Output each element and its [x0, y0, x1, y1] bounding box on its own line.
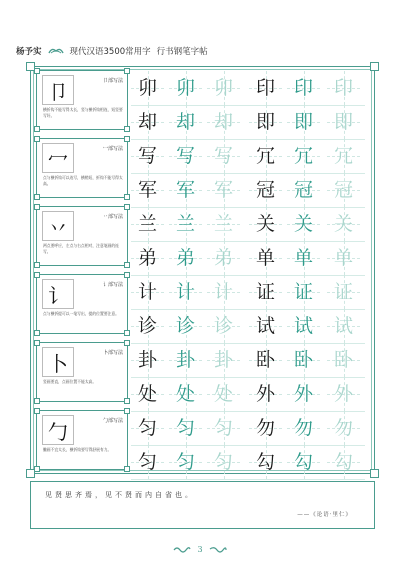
practice-row: [131, 105, 365, 139]
radical-description: 点与横折提可以一笔写出，提的位置要注意。: [43, 311, 119, 316]
practice-cell-right: [327, 207, 360, 241]
card-corner: [124, 136, 130, 142]
card-corner: [34, 194, 40, 200]
practice-character: 匀: [137, 450, 157, 473]
radical-description: 横折钩不能写得太长，竖与横折钩相连，短竖要写好。: [43, 107, 123, 118]
card-corner: [124, 204, 130, 210]
practice-character: 关: [293, 212, 313, 235]
practice-cell-right: [249, 105, 282, 139]
practice-cell-left: [131, 139, 164, 173]
radical-card: [36, 274, 128, 334]
quote-source: ——《论语·里仁》: [297, 512, 352, 518]
page-footer: [0, 542, 400, 556]
page-number: 3: [197, 544, 203, 554]
practice-cell-right: [249, 71, 282, 105]
practice-cell-right: [287, 241, 320, 275]
practice-cell-right: [327, 173, 360, 207]
practice-character: 印: [255, 76, 275, 99]
practice-character: 处: [175, 382, 195, 405]
card-corner: [124, 408, 130, 414]
practice-cell-left: [131, 445, 164, 479]
practice-character: 冗: [255, 144, 275, 167]
practice-row: [131, 139, 365, 173]
practice-cell-right: [249, 207, 282, 241]
book-subtitle: 行书钢笔字帖: [156, 47, 208, 57]
practice-character: 处: [137, 382, 157, 405]
practice-character: 勾: [293, 450, 313, 473]
practice-character: 处: [213, 382, 233, 405]
practice-character: 诊: [137, 314, 157, 337]
practice-cell-left: [131, 241, 164, 275]
practice-character: 印: [333, 76, 353, 99]
practice-row: [131, 241, 365, 275]
practice-cell-left: [207, 309, 240, 343]
practice-cell-right: [287, 445, 320, 479]
practice-character: 试: [293, 314, 313, 337]
practice-character: 匀: [175, 416, 195, 439]
card-corner: [34, 136, 40, 142]
frame-corner-bottom-right: [370, 469, 379, 478]
practice-cell-left: [207, 139, 240, 173]
quote-box: [30, 481, 375, 529]
practice-cell-right: [287, 275, 320, 309]
practice-character: 军: [175, 178, 195, 201]
practice-cell-right: [249, 309, 282, 343]
radical-card: [36, 410, 128, 470]
row-divider: [131, 479, 365, 480]
practice-cell-right: [327, 139, 360, 173]
leaf-ornament-icon: [48, 47, 64, 55]
practice-character: 勿: [333, 416, 353, 439]
practice-cell-right: [287, 411, 320, 445]
practice-character: 匀: [137, 416, 157, 439]
practice-character: 匀: [175, 450, 195, 473]
practice-row: [131, 173, 365, 207]
card-corner: [34, 340, 40, 346]
practice-character: 冗: [333, 144, 353, 167]
card-corner: [124, 330, 130, 336]
practice-character: 冗: [293, 144, 313, 167]
practice-character: 试: [333, 314, 353, 337]
practice-character: 证: [293, 280, 313, 303]
practice-character: 关: [255, 212, 275, 235]
practice-character: 写: [137, 144, 157, 167]
practice-cell-left: [207, 343, 240, 377]
practice-cell-right: [249, 241, 282, 275]
practice-row: [131, 309, 365, 343]
practice-cell-right: [287, 377, 320, 411]
practice-cell-right: [287, 71, 320, 105]
practice-character: 单: [333, 246, 353, 269]
card-corner: [124, 398, 130, 404]
card-corner: [34, 68, 40, 74]
practice-cell-left: [207, 377, 240, 411]
card-corner: [124, 466, 130, 472]
practice-row: [131, 343, 365, 377]
practice-cell-right: [327, 71, 360, 105]
card-corner: [34, 466, 40, 472]
practice-character: 卯: [137, 76, 157, 99]
radical-description: 点与横折钩可以连写，横稍短，折钩不能写得太高。: [43, 175, 123, 186]
practice-cell-left: [169, 139, 202, 173]
practice-character: 却: [175, 110, 195, 133]
practice-character: 印: [293, 76, 313, 99]
practice-cell-left: [207, 207, 240, 241]
practice-cell-right: [249, 173, 282, 207]
practice-cell-left: [169, 377, 202, 411]
practice-character: 写: [175, 144, 195, 167]
practice-character: 即: [293, 110, 313, 133]
practice-cell-right: [327, 411, 360, 445]
practice-cell-left: [169, 445, 202, 479]
card-corner: [34, 272, 40, 278]
practice-cell-right: [287, 309, 320, 343]
practice-character: 外: [255, 382, 275, 405]
practice-character: 计: [137, 280, 157, 303]
practice-cell-left: [131, 309, 164, 343]
practice-character: 却: [137, 110, 157, 133]
practice-character: 勿: [255, 416, 275, 439]
practice-cell-left: [169, 173, 202, 207]
practice-character: 外: [333, 382, 353, 405]
practice-cell-left: [169, 105, 202, 139]
practice-character: 冠: [255, 178, 275, 201]
practice-cell-left: [169, 241, 202, 275]
practice-cell-left: [207, 105, 240, 139]
practice-character: 单: [293, 246, 313, 269]
practice-row: [131, 71, 365, 105]
radical-description: 两点要呼应，左点与右点相对，注意笔画的连写。: [43, 243, 119, 254]
practice-character: 冠: [333, 178, 353, 201]
practice-cell-left: [131, 411, 164, 445]
practice-cell-right: [249, 275, 282, 309]
radical-glyph: 勹: [42, 415, 74, 445]
wave-ornament-icon: [209, 545, 227, 553]
practice-cell-left: [131, 343, 164, 377]
practice-character: 外: [293, 382, 313, 405]
practice-cell-left: [169, 275, 202, 309]
card-corner: [34, 126, 40, 132]
practice-cell-right: [287, 105, 320, 139]
practice-character: 勾: [333, 450, 353, 473]
practice-cell-left: [207, 241, 240, 275]
practice-cell-right: [249, 377, 282, 411]
practice-character: 卧: [333, 348, 353, 371]
practice-character: 弟: [175, 246, 195, 269]
card-corner: [34, 408, 40, 414]
radical-glyph: 卩: [42, 75, 74, 105]
practice-cell-right: [327, 105, 360, 139]
card-corner: [124, 68, 130, 74]
practice-row: [131, 411, 365, 445]
practice-character: 弟: [213, 246, 233, 269]
practice-character: 即: [333, 110, 353, 133]
radical-title: 勹部写法: [102, 418, 123, 424]
practice-cell-right: [327, 309, 360, 343]
radical-card: [36, 206, 128, 266]
practice-cell-left: [207, 445, 240, 479]
card-corner: [124, 262, 130, 268]
practice-row: [131, 445, 365, 479]
radical-glyph: 冖: [42, 143, 74, 173]
practice-cell-right: [327, 343, 360, 377]
practice-character: 弟: [137, 246, 157, 269]
radical-title: 卩部写法: [102, 78, 123, 84]
book-title: 现代汉语3500常用字: [69, 47, 151, 57]
wave-ornament-icon: [173, 545, 191, 553]
practice-character: 卧: [255, 348, 275, 371]
practice-cell-left: [207, 275, 240, 309]
card-corner: [34, 330, 40, 336]
practice-character: 单: [255, 246, 275, 269]
practice-character: 军: [137, 178, 157, 201]
card-corner: [34, 262, 40, 268]
practice-character: 计: [213, 280, 233, 303]
practice-character: 卯: [175, 76, 195, 99]
practice-character: 卦: [213, 348, 233, 371]
practice-cell-right: [249, 343, 282, 377]
practice-cell-right: [249, 139, 282, 173]
practice-cell-left: [131, 377, 164, 411]
practice-cell-left: [131, 173, 164, 207]
practice-cell-left: [169, 207, 202, 241]
practice-character: 冠: [293, 178, 313, 201]
radical-glyph: 丷: [42, 211, 74, 241]
radical-title: 冖部写法: [102, 146, 123, 152]
card-corner: [124, 340, 130, 346]
practice-character: 匀: [213, 450, 233, 473]
practice-character: 卯: [213, 76, 233, 99]
practice-character: 卦: [175, 348, 195, 371]
practice-cell-right: [327, 445, 360, 479]
practice-character: 诊: [175, 314, 195, 337]
practice-row: [131, 377, 365, 411]
practice-cell-left: [207, 411, 240, 445]
practice-character: 证: [255, 280, 275, 303]
page-header: [16, 44, 208, 58]
practice-cell-left: [131, 105, 164, 139]
radical-description: 竖画要直，点画位置不能太高。: [43, 379, 97, 384]
practice-cell-left: [169, 71, 202, 105]
practice-cell-right: [249, 445, 282, 479]
radical-title: 卜部写法: [102, 350, 123, 356]
practice-cell-right: [287, 343, 320, 377]
practice-character: 勿: [293, 416, 313, 439]
practice-cell-left: [131, 275, 164, 309]
practice-character: 兰: [175, 212, 195, 235]
practice-character: 匀: [213, 416, 233, 439]
radical-card: [36, 138, 128, 198]
practice-row: [131, 275, 365, 309]
radical-title: 丷部写法: [102, 214, 123, 220]
practice-cell-left: [131, 207, 164, 241]
practice-character: 写: [213, 144, 233, 167]
quote-text: 见贤思齐焉，见不贤而内自省也。: [45, 491, 195, 499]
radical-glyph: 卜: [42, 347, 74, 377]
practice-character: 诊: [213, 314, 233, 337]
card-corner: [124, 272, 130, 278]
practice-cell-right: [249, 411, 282, 445]
radical-title: 讠部写法: [102, 282, 123, 288]
practice-character: 却: [213, 110, 233, 133]
practice-cell-left: [207, 71, 240, 105]
practice-character: 兰: [213, 212, 233, 235]
practice-cell-right: [287, 139, 320, 173]
practice-character: 即: [255, 110, 275, 133]
practice-row: [131, 207, 365, 241]
practice-character: 军: [213, 178, 233, 201]
practice-cell-left: [207, 173, 240, 207]
card-corner: [124, 126, 130, 132]
practice-cell-left: [169, 411, 202, 445]
practice-character: 兰: [137, 212, 157, 235]
practice-character: 试: [255, 314, 275, 337]
practice-character: 勾: [255, 450, 275, 473]
practice-character: 证: [333, 280, 353, 303]
practice-character: 卧: [293, 348, 313, 371]
radical-card: [36, 342, 128, 402]
practice-cell-left: [169, 343, 202, 377]
practice-cell-left: [169, 309, 202, 343]
practice-character: 卦: [137, 348, 157, 371]
card-corner: [34, 398, 40, 404]
frame-corner-top-right: [370, 62, 379, 71]
practice-cell-right: [327, 377, 360, 411]
practice-cell-right: [327, 241, 360, 275]
radical-card: [36, 70, 128, 130]
practice-cell-right: [287, 207, 320, 241]
practice-cell-right: [327, 275, 360, 309]
radical-glyph: 讠: [42, 279, 74, 309]
practice-character: 计: [175, 280, 195, 303]
author-name: 杨予实: [16, 47, 42, 57]
practice-character: 关: [333, 212, 353, 235]
radical-description: 撇画不宜太长，横折钩要写得舒展有力。: [43, 447, 112, 452]
practice-cell-left: [131, 71, 164, 105]
card-corner: [124, 194, 130, 200]
card-corner: [34, 204, 40, 210]
practice-cell-right: [287, 173, 320, 207]
